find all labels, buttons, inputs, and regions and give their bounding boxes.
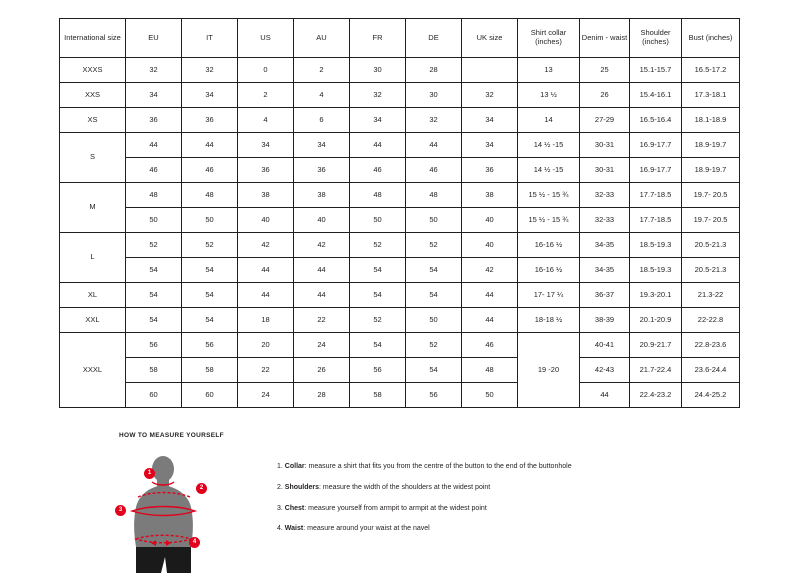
column-header-us: US <box>238 19 294 58</box>
cell-eu: 58 <box>126 358 182 383</box>
cell-de: 50 <box>406 308 462 333</box>
cell-us: 36 <box>238 158 294 183</box>
cell-it: 44 <box>182 133 238 158</box>
cell-uk: 44 <box>462 308 518 333</box>
cell-collar: 16-16 ½ <box>518 233 580 258</box>
measure-instruction-item <box>277 463 572 472</box>
instruction-text: : measure around your waist at the navel <box>303 525 430 533</box>
cell-it: 52 <box>182 233 238 258</box>
cell-denim: 40-41 <box>580 333 630 358</box>
cell-fr: 48 <box>350 183 406 208</box>
cell-denim: 30-31 <box>580 158 630 183</box>
cell-de: 48 <box>406 183 462 208</box>
instruction-number: 2. <box>277 483 285 491</box>
column-header-international-size: International size <box>60 19 126 58</box>
table-header-row <box>60 19 740 58</box>
cell-denim: 34-35 <box>580 233 630 258</box>
cell-bust: 18.9-19.7 <box>682 133 740 158</box>
cell-denim: 38-39 <box>580 308 630 333</box>
cell-bust: 23.6-24.4 <box>682 358 740 383</box>
cell-au: 4 <box>294 83 350 108</box>
cell-shoulder: 20.9-21.7 <box>630 333 682 358</box>
cell-shoulder: 16.9-17.7 <box>630 158 682 183</box>
cell-international-size: XL <box>60 283 126 308</box>
cell-collar: 17- 17 ¼ <box>518 283 580 308</box>
cell-eu: 54 <box>126 258 182 283</box>
cell-de: 52 <box>406 233 462 258</box>
cell-au: 22 <box>294 308 350 333</box>
cell-eu: 54 <box>126 308 182 333</box>
cell-it: 60 <box>182 383 238 408</box>
cell-us: 40 <box>238 208 294 233</box>
cell-eu: 50 <box>126 208 182 233</box>
cell-it: 36 <box>182 108 238 133</box>
cell-bust: 22.8-23.6 <box>682 333 740 358</box>
cell-de: 52 <box>406 333 462 358</box>
cell-au: 38 <box>294 183 350 208</box>
instruction-number: 1. <box>277 463 285 470</box>
cell-collar: 15 ½ - 15 ¾ <box>518 183 580 208</box>
cell-eu: 34 <box>126 83 182 108</box>
cell-au: 36 <box>294 158 350 183</box>
cell-denim: 26 <box>580 83 630 108</box>
cell-it: 34 <box>182 83 238 108</box>
cell-collar: 16-16 ½ <box>518 258 580 283</box>
cell-it: 54 <box>182 308 238 333</box>
cell-collar: 14 ½ -15 <box>518 133 580 158</box>
cell-denim: 27-29 <box>580 108 630 133</box>
cell-uk: 42 <box>462 258 518 283</box>
cell-international-size: XS <box>60 108 126 133</box>
cell-collar: 19 -20 <box>518 333 580 408</box>
cell-it: 50 <box>182 208 238 233</box>
cell-shoulder: 21.7-22.4 <box>630 358 682 383</box>
cell-us: 34 <box>238 133 294 158</box>
measure-instruction-item <box>277 525 572 534</box>
cell-collar: 15 ½ - 15 ¾ <box>518 208 580 233</box>
cell-de: 46 <box>406 158 462 183</box>
cell-eu: 32 <box>126 58 182 83</box>
size-chart-table <box>59 18 740 408</box>
cell-shoulder: 20.1-20.9 <box>630 308 682 333</box>
cell-uk: 40 <box>462 208 518 233</box>
cell-de: 28 <box>406 58 462 83</box>
column-header-bust: Bust (inches) <box>682 19 740 58</box>
cell-uk: 40 <box>462 233 518 258</box>
cell-uk: 38 <box>462 183 518 208</box>
cell-bust: 19.7- 20.5 <box>682 183 740 208</box>
cell-uk <box>462 58 518 83</box>
cell-denim: 32-33 <box>580 183 630 208</box>
cell-au: 42 <box>294 233 350 258</box>
cell-shoulder: 22.4-23.2 <box>630 383 682 408</box>
cell-international-size: L <box>60 233 126 283</box>
cell-au: 44 <box>294 283 350 308</box>
table-row <box>60 233 740 258</box>
cell-shoulder: 15.4-16.1 <box>630 83 682 108</box>
cell-de: 54 <box>406 358 462 383</box>
cell-de: 54 <box>406 283 462 308</box>
instruction-term: Shoulders <box>284 483 320 491</box>
cell-collar: 13 ½ <box>518 83 580 108</box>
cell-fr: 54 <box>350 333 406 358</box>
cell-bust: 22-22.8 <box>682 308 740 333</box>
instruction-term: Chest <box>284 504 305 512</box>
cell-us: 22 <box>238 358 294 383</box>
measure-instruction-item <box>277 505 572 514</box>
how-to-measure-section <box>119 432 759 571</box>
cell-us: 44 <box>238 258 294 283</box>
table-row <box>60 258 740 283</box>
cell-au: 44 <box>294 258 350 283</box>
cell-de: 56 <box>406 383 462 408</box>
cell-fr: 32 <box>350 83 406 108</box>
cell-denim: 34-35 <box>580 258 630 283</box>
cell-us: 44 <box>238 283 294 308</box>
cell-international-size: S <box>60 133 126 183</box>
cell-eu: 48 <box>126 183 182 208</box>
table-row <box>60 358 740 383</box>
cell-eu: 44 <box>126 133 182 158</box>
cell-fr: 56 <box>350 358 406 383</box>
cell-us: 42 <box>238 233 294 258</box>
instruction-term: Collar <box>284 463 305 470</box>
cell-us: 24 <box>238 383 294 408</box>
instruction-text: : measure the width of the shoulders at the widest point <box>319 483 491 491</box>
cell-bust: 20.5-21.3 <box>682 258 740 283</box>
column-header-uk-size: UK size <box>462 19 518 58</box>
cell-fr: 34 <box>350 108 406 133</box>
measure-instruction-item <box>277 484 572 493</box>
column-header-fr: FR <box>350 19 406 58</box>
cell-international-size: XXXL <box>60 333 126 408</box>
cell-au: 6 <box>294 108 350 133</box>
cell-us: 0 <box>238 58 294 83</box>
cell-international-size: M <box>60 183 126 233</box>
cell-fr: 52 <box>350 308 406 333</box>
cell-denim: 25 <box>580 58 630 83</box>
cell-shoulder: 15.1-15.7 <box>630 58 682 83</box>
table-row <box>60 308 740 333</box>
cell-it: 54 <box>182 283 238 308</box>
cell-collar: 13 <box>518 58 580 83</box>
instruction-text: : measure yourself from armpit to armpit at the widest point <box>304 504 487 512</box>
table-row <box>60 83 740 108</box>
cell-fr: 52 <box>350 233 406 258</box>
cell-fr: 50 <box>350 208 406 233</box>
cell-bust: 18.9-19.7 <box>682 158 740 183</box>
cell-eu: 52 <box>126 233 182 258</box>
column-header-eu: EU <box>126 19 182 58</box>
cell-shoulder: 19.3-20.1 <box>630 283 682 308</box>
cell-shoulder: 16.5-16.4 <box>630 108 682 133</box>
cell-denim: 32-33 <box>580 208 630 233</box>
instruction-number: 4. <box>277 525 285 533</box>
cell-de: 44 <box>406 133 462 158</box>
cell-denim: 44 <box>580 383 630 408</box>
cell-shoulder: 16.9-17.7 <box>630 133 682 158</box>
cell-it: 46 <box>182 158 238 183</box>
cell-denim: 42-43 <box>580 358 630 383</box>
cell-fr: 44 <box>350 133 406 158</box>
cell-us: 2 <box>238 83 294 108</box>
instruction-term: Waist <box>284 525 304 533</box>
how-to-measure-title: HOW TO MEASURE YOURSELF <box>119 432 224 439</box>
cell-shoulder: 18.5-19.3 <box>630 258 682 283</box>
cell-fr: 58 <box>350 383 406 408</box>
table-row <box>60 183 740 208</box>
cell-international-size: XXXS <box>60 58 126 83</box>
cell-au: 40 <box>294 208 350 233</box>
cell-uk: 34 <box>462 108 518 133</box>
column-header-shirt-collar: Shirt collar (inches) <box>518 19 580 58</box>
table-row <box>60 108 740 133</box>
cell-denim: 36-37 <box>580 283 630 308</box>
marker-1: 1 <box>144 468 155 479</box>
cell-au: 28 <box>294 383 350 408</box>
cell-bust: 24.4-25.2 <box>682 383 740 408</box>
cell-shoulder: 17.7-18.5 <box>630 183 682 208</box>
cell-fr: 30 <box>350 58 406 83</box>
cell-au: 24 <box>294 333 350 358</box>
cell-international-size: XXL <box>60 308 126 333</box>
cell-de: 50 <box>406 208 462 233</box>
cell-au: 2 <box>294 58 350 83</box>
column-header-denim-waist: Denim - waist <box>580 19 630 58</box>
cell-uk: 50 <box>462 383 518 408</box>
marker-3: 3 <box>115 505 126 516</box>
cell-de: 54 <box>406 258 462 283</box>
cell-au: 34 <box>294 133 350 158</box>
cell-us: 4 <box>238 108 294 133</box>
cell-bust: 21.3-22 <box>682 283 740 308</box>
cell-uk: 46 <box>462 333 518 358</box>
cell-bust: 19.7- 20.5 <box>682 208 740 233</box>
table-row <box>60 208 740 233</box>
cell-collar: 14 ½ -15 <box>518 158 580 183</box>
table-row <box>60 158 740 183</box>
cell-bust: 20.5-21.3 <box>682 233 740 258</box>
cell-international-size: XXS <box>60 83 126 108</box>
table-row <box>60 58 740 83</box>
cell-us: 20 <box>238 333 294 358</box>
column-header-it: IT <box>182 19 238 58</box>
cell-it: 32 <box>182 58 238 83</box>
cell-it: 54 <box>182 258 238 283</box>
table-row <box>60 283 740 308</box>
cell-eu: 56 <box>126 333 182 358</box>
cell-eu: 46 <box>126 158 182 183</box>
cell-bust: 17.3-18.1 <box>682 83 740 108</box>
cell-uk: 36 <box>462 158 518 183</box>
cell-us: 38 <box>238 183 294 208</box>
instruction-text: : measure a shirt that fits you from the centre of the button to the end of the buttonhole <box>304 463 572 470</box>
cell-eu: 36 <box>126 108 182 133</box>
cell-eu: 54 <box>126 283 182 308</box>
cell-de: 32 <box>406 108 462 133</box>
column-header-au: AU <box>294 19 350 58</box>
measure-instructions-list <box>277 463 572 546</box>
cell-shoulder: 17.7-18.5 <box>630 208 682 233</box>
column-header-shoulder: Shoulder (inches) <box>630 19 682 58</box>
instruction-number: 3. <box>277 504 285 512</box>
table-row <box>60 333 740 358</box>
cell-bust: 16.5-17.2 <box>682 58 740 83</box>
cell-collar: 18-18 ½ <box>518 308 580 333</box>
cell-it: 58 <box>182 358 238 383</box>
cell-uk: 48 <box>462 358 518 383</box>
cell-au: 26 <box>294 358 350 383</box>
cell-it: 48 <box>182 183 238 208</box>
table-row <box>60 383 740 408</box>
cell-bust: 18.1-18.9 <box>682 108 740 133</box>
torso-illustration-icon <box>119 451 229 576</box>
cell-it: 56 <box>182 333 238 358</box>
cell-collar: 14 <box>518 108 580 133</box>
body-figure <box>119 451 229 571</box>
cell-fr: 54 <box>350 258 406 283</box>
cell-fr: 46 <box>350 158 406 183</box>
cell-us: 18 <box>238 308 294 333</box>
column-header-de: DE <box>406 19 462 58</box>
cell-uk: 34 <box>462 133 518 158</box>
table-row <box>60 133 740 158</box>
cell-denim: 30-31 <box>580 133 630 158</box>
marker-2: 2 <box>196 483 207 494</box>
cell-shoulder: 18.5-19.3 <box>630 233 682 258</box>
cell-uk: 32 <box>462 83 518 108</box>
cell-de: 30 <box>406 83 462 108</box>
cell-eu: 60 <box>126 383 182 408</box>
cell-uk: 44 <box>462 283 518 308</box>
marker-4: 4 <box>189 537 200 548</box>
cell-fr: 54 <box>350 283 406 308</box>
